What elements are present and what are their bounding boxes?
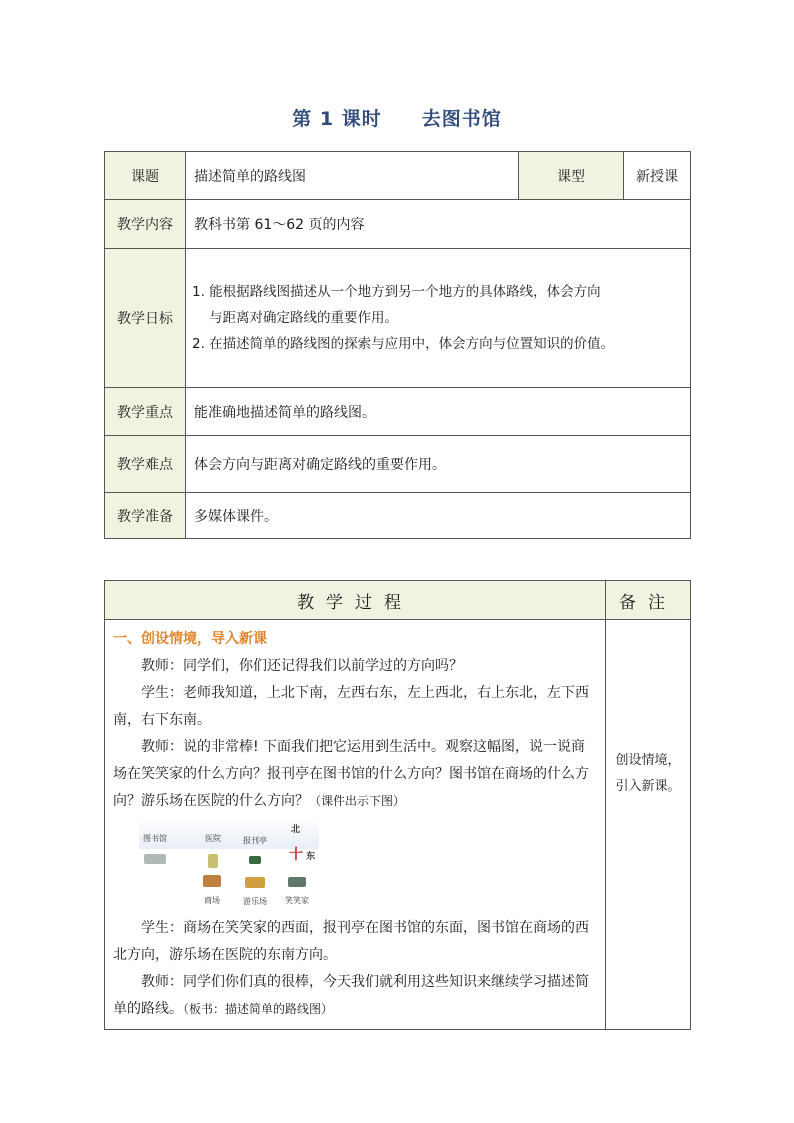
compass-cross-icon: 十 [289,847,303,863]
preparation-value: 多媒体课件。 [186,493,691,539]
dialogue-student-1: 学生：老师我知道，上北下南，左西右东，左上西北，右上东北，左下西南，右下东南。 [113,685,589,728]
map-park [243,875,267,915]
difficulty-label: 教学难点 [105,436,186,493]
process-body [105,620,606,1030]
dialogue-teacher-1: 教师：同学们，你们还记得我们以前学过的方向吗？ [141,658,463,674]
dialogue-teacher-2-text: 教师：说的非常棒! 下面我们把它运用到生活中。观察这幅图，说一说商场在笑笑家的什么方向？报刊亭在图书馆的什么方向？图书馆在商场的什么方向？游乐场在医院的什么方向？ [113,739,589,809]
map-hospital-label: 医院 [205,834,221,843]
notes-header: 备注 [606,581,691,620]
type-label: 课型 [519,152,624,200]
map-home-label: 笑笑家 [285,896,309,905]
difficulty-value: 体会方向与距离对确定路线的重要作用。 [186,436,691,493]
map-library-label: 图书馆 [143,834,167,843]
map-mall [203,873,221,914]
direction-map-image [139,817,319,913]
teaching-process-table [104,580,691,1030]
map-library [143,825,167,864]
side-note-line-1: 创设情境， [615,753,681,768]
content-label: 教学内容 [105,200,186,249]
goal-2: 2. 在描述简单的路线图的探索与应用中，体会方向与位置知识的价值。 [192,336,615,352]
map-kiosk [243,827,267,864]
process-header: 教学过程 [105,581,606,620]
dialogue-teacher-3 [113,969,597,1023]
compass [289,817,315,871]
goal-1-line-1: 1. 能根据路线图描述从一个地方到另一个地方的具体路线，体会方向 [192,284,601,300]
content-value: 教科书第 61～62 页的内容 [186,200,691,249]
dialogue-teacher-2 [113,734,597,815]
subject-label: 课题 [105,152,186,200]
map-hospital [205,825,221,868]
hospital-icon [208,854,218,868]
side-note-line-2: 引入新课。 [615,779,681,794]
map-park-label: 游乐场 [243,897,267,906]
key-point-value: 能准确地描述简单的路线图。 [186,388,691,436]
home-icon [288,877,306,887]
lesson-topic: 去图书馆 [421,108,502,130]
lesson-number: 第 1 课时 [292,108,382,130]
goal-1-line-2: 与距离对确定路线的重要作用。 [209,310,398,326]
map-home [285,875,309,914]
preparation-label: 教学准备 [105,493,186,539]
notes-cell [606,620,691,1030]
dialogue-student-2: 学生：商场在笑笑家的西面，报刊亭在图书馆的东面，图书馆在商场的西北方向，游乐场在医院的东南方向。 [113,920,589,963]
compass-north: 北 [291,825,301,835]
mall-icon [203,875,221,887]
courseware-note: （课件出示下图） [309,794,406,808]
goal-label: 教学日标 [105,249,186,388]
dialogue-teacher-3-text: 教师：同学们你们真的很棒，今天我们就利用这些知识来继续学习描述简单的路线。 [113,974,589,1017]
compass-east: 东 [306,852,316,862]
section-heading: 一、创设情境，导入新课 [113,631,267,647]
board-note: （板书：描述简单的路线图） [183,1002,334,1016]
kiosk-icon [249,856,261,864]
lesson-info-table [104,151,691,539]
page-title [0,104,794,131]
goal-list [186,249,691,388]
subject-value: 描述简单的路线图 [186,152,519,200]
map-kiosk-label: 报刊亭 [243,836,267,845]
library-icon [144,854,166,864]
type-value: 新授课 [624,152,691,200]
key-point-label: 教学重点 [105,388,186,436]
map-mall-label: 商场 [204,896,220,905]
park-icon [245,877,265,888]
